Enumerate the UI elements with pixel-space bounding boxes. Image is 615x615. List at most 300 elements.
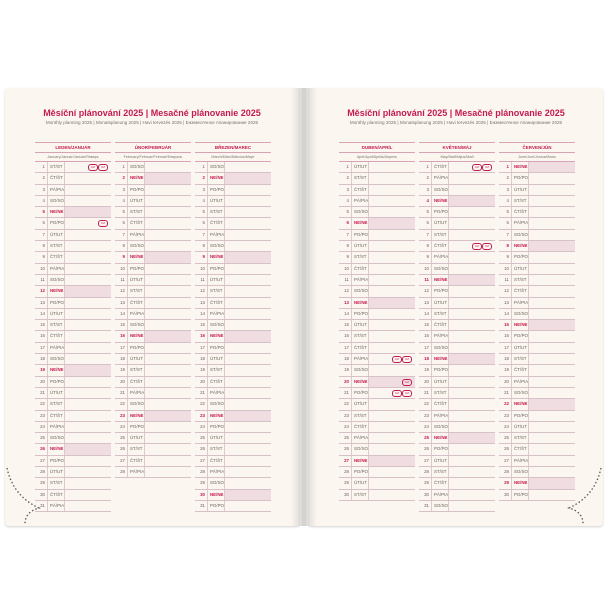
day-row[interactable] (115, 309, 191, 320)
day-row[interactable] (35, 185, 111, 196)
day-row[interactable] (419, 377, 495, 388)
day-row[interactable] (499, 422, 575, 433)
day-row[interactable] (195, 354, 271, 365)
day-note-cell[interactable] (224, 411, 271, 421)
day-row[interactable] (195, 185, 271, 196)
day-row[interactable] (499, 264, 575, 275)
day-row[interactable] (35, 343, 111, 354)
day-note-cell[interactable] (64, 230, 111, 240)
day-note-cell[interactable] (368, 320, 415, 330)
day-row[interactable] (195, 264, 271, 275)
day-note-cell[interactable] (368, 173, 415, 183)
day-row[interactable] (35, 501, 111, 512)
day-row[interactable] (419, 456, 495, 467)
day-note-cell[interactable] (144, 230, 191, 240)
day-row[interactable] (195, 444, 271, 455)
day-note-cell[interactable] (144, 331, 191, 341)
day-row[interactable] (339, 162, 415, 173)
day-row[interactable] (35, 433, 111, 444)
day-note-cell[interactable] (144, 411, 191, 421)
day-row[interactable] (339, 365, 415, 376)
day-note-cell[interactable] (528, 411, 575, 421)
day-row[interactable] (339, 252, 415, 263)
day-row[interactable] (35, 444, 111, 455)
day-row[interactable] (195, 365, 271, 376)
day-row[interactable] (419, 162, 495, 173)
day-note-cell[interactable] (528, 343, 575, 353)
day-note-cell[interactable] (528, 162, 575, 172)
day-row[interactable] (115, 185, 191, 196)
day-note-cell[interactable] (144, 365, 191, 375)
day-row[interactable] (339, 309, 415, 320)
day-note-cell[interactable] (64, 456, 111, 466)
day-row[interactable] (419, 298, 495, 309)
day-note-cell[interactable] (144, 218, 191, 228)
day-note-cell[interactable] (224, 343, 271, 353)
day-note-cell[interactable] (64, 196, 111, 206)
day-row[interactable] (339, 388, 415, 399)
day-row[interactable] (499, 298, 575, 309)
day-note-cell[interactable] (368, 354, 415, 364)
day-row[interactable] (35, 286, 111, 297)
day-row[interactable] (499, 354, 575, 365)
day-row[interactable] (499, 207, 575, 218)
day-note-cell[interactable] (224, 298, 271, 308)
day-row[interactable] (115, 456, 191, 467)
day-row[interactable] (195, 490, 271, 501)
day-note-cell[interactable] (64, 298, 111, 308)
day-note-cell[interactable] (144, 467, 191, 477)
day-row[interactable] (339, 456, 415, 467)
day-note-cell[interactable] (224, 377, 271, 387)
day-row[interactable] (419, 444, 495, 455)
day-row[interactable] (419, 433, 495, 444)
day-row[interactable] (35, 230, 111, 241)
day-row[interactable] (339, 264, 415, 275)
day-row[interactable] (195, 456, 271, 467)
day-note-cell[interactable] (144, 399, 191, 409)
day-row[interactable] (419, 218, 495, 229)
day-note-cell[interactable] (528, 309, 575, 319)
day-note-cell[interactable] (64, 490, 111, 500)
day-row[interactable] (339, 218, 415, 229)
day-note-cell[interactable] (448, 275, 495, 285)
day-row[interactable] (115, 196, 191, 207)
day-note-cell[interactable] (368, 207, 415, 217)
day-row[interactable] (419, 185, 495, 196)
day-note-cell[interactable] (368, 444, 415, 454)
day-note-cell[interactable] (144, 456, 191, 466)
day-note-cell[interactable] (448, 399, 495, 409)
day-row[interactable] (419, 411, 495, 422)
day-note-cell[interactable] (368, 456, 415, 466)
day-note-cell[interactable] (448, 478, 495, 488)
day-row[interactable] (195, 422, 271, 433)
day-row[interactable] (35, 365, 111, 376)
day-note-cell[interactable] (368, 411, 415, 421)
day-note-cell[interactable] (528, 399, 575, 409)
day-note-cell[interactable] (368, 196, 415, 206)
day-row[interactable] (419, 196, 495, 207)
day-note-cell[interactable] (224, 185, 271, 195)
day-row[interactable] (195, 343, 271, 354)
day-row[interactable] (35, 162, 111, 173)
day-note-cell[interactable] (368, 298, 415, 308)
day-row[interactable] (339, 207, 415, 218)
day-row[interactable] (195, 377, 271, 388)
day-note-cell[interactable] (224, 478, 271, 488)
day-row[interactable] (35, 309, 111, 320)
day-note-cell[interactable] (224, 422, 271, 432)
day-note-cell[interactable] (528, 354, 575, 364)
day-note-cell[interactable] (448, 456, 495, 466)
day-row[interactable] (419, 365, 495, 376)
day-row[interactable] (339, 444, 415, 455)
day-row[interactable] (35, 467, 111, 478)
day-row[interactable] (35, 241, 111, 252)
day-row[interactable] (195, 433, 271, 444)
day-note-cell[interactable] (64, 162, 111, 172)
day-note-cell[interactable] (144, 354, 191, 364)
day-note-cell[interactable] (64, 365, 111, 375)
day-row[interactable] (35, 275, 111, 286)
day-note-cell[interactable] (224, 218, 271, 228)
day-note-cell[interactable] (224, 467, 271, 477)
day-note-cell[interactable] (368, 309, 415, 319)
day-note-cell[interactable] (64, 422, 111, 432)
day-row[interactable] (339, 478, 415, 489)
day-row[interactable] (115, 173, 191, 184)
day-note-cell[interactable] (224, 365, 271, 375)
day-row[interactable] (115, 377, 191, 388)
day-row[interactable] (115, 286, 191, 297)
day-row[interactable] (419, 388, 495, 399)
day-note-cell[interactable] (224, 162, 271, 172)
day-note-cell[interactable] (448, 252, 495, 262)
day-note-cell[interactable] (448, 320, 495, 330)
day-note-cell[interactable] (224, 501, 271, 511)
day-note-cell[interactable] (64, 286, 111, 296)
day-note-cell[interactable] (448, 411, 495, 421)
day-row[interactable] (419, 490, 495, 501)
day-row[interactable] (35, 207, 111, 218)
day-note-cell[interactable] (144, 433, 191, 443)
day-row[interactable] (35, 252, 111, 263)
day-note-cell[interactable] (224, 207, 271, 217)
day-row[interactable] (339, 275, 415, 286)
day-row[interactable] (195, 331, 271, 342)
day-row[interactable] (339, 422, 415, 433)
day-note-cell[interactable] (144, 162, 191, 172)
day-note-cell[interactable] (528, 365, 575, 375)
day-note-cell[interactable] (448, 298, 495, 308)
day-row[interactable] (35, 411, 111, 422)
day-row[interactable] (419, 320, 495, 331)
day-note-cell[interactable] (64, 185, 111, 195)
day-row[interactable] (339, 230, 415, 241)
day-note-cell[interactable] (448, 467, 495, 477)
day-note-cell[interactable] (224, 286, 271, 296)
day-row[interactable] (419, 478, 495, 489)
day-note-cell[interactable] (368, 230, 415, 240)
day-note-cell[interactable] (528, 456, 575, 466)
day-note-cell[interactable] (64, 501, 111, 511)
day-note-cell[interactable] (64, 343, 111, 353)
day-note-cell[interactable] (224, 173, 271, 183)
day-note-cell[interactable] (368, 343, 415, 353)
day-row[interactable] (115, 264, 191, 275)
day-row[interactable] (115, 241, 191, 252)
day-row[interactable] (419, 422, 495, 433)
day-note-cell[interactable] (368, 331, 415, 341)
day-note-cell[interactable] (368, 252, 415, 262)
day-row[interactable] (499, 286, 575, 297)
day-note-cell[interactable] (64, 218, 111, 228)
day-note-cell[interactable] (64, 241, 111, 251)
day-note-cell[interactable] (448, 309, 495, 319)
day-row[interactable] (115, 365, 191, 376)
day-note-cell[interactable] (64, 411, 111, 421)
day-note-cell[interactable] (224, 309, 271, 319)
day-row[interactable] (419, 207, 495, 218)
day-row[interactable] (499, 230, 575, 241)
day-note-cell[interactable] (528, 230, 575, 240)
day-note-cell[interactable] (448, 433, 495, 443)
day-note-cell[interactable] (64, 207, 111, 217)
day-note-cell[interactable] (144, 275, 191, 285)
day-note-cell[interactable] (368, 490, 415, 500)
day-row[interactable] (35, 388, 111, 399)
day-row[interactable] (35, 478, 111, 489)
day-note-cell[interactable] (448, 218, 495, 228)
day-note-cell[interactable] (448, 388, 495, 398)
day-row[interactable] (115, 444, 191, 455)
day-note-cell[interactable] (368, 433, 415, 443)
day-row[interactable] (419, 501, 495, 512)
day-row[interactable] (35, 264, 111, 275)
day-row[interactable] (339, 286, 415, 297)
day-note-cell[interactable] (144, 185, 191, 195)
day-row[interactable] (115, 275, 191, 286)
day-note-cell[interactable] (64, 173, 111, 183)
day-note-cell[interactable] (528, 286, 575, 296)
day-note-cell[interactable] (368, 218, 415, 228)
day-note-cell[interactable] (368, 422, 415, 432)
day-row[interactable] (419, 309, 495, 320)
day-row[interactable] (35, 490, 111, 501)
day-row[interactable] (499, 399, 575, 410)
day-row[interactable] (195, 399, 271, 410)
day-note-cell[interactable] (528, 241, 575, 251)
day-note-cell[interactable] (528, 185, 575, 195)
day-note-cell[interactable] (528, 377, 575, 387)
day-row[interactable] (499, 162, 575, 173)
day-row[interactable] (115, 331, 191, 342)
day-row[interactable] (499, 343, 575, 354)
day-note-cell[interactable] (64, 264, 111, 274)
day-note-cell[interactable] (368, 365, 415, 375)
day-note-cell[interactable] (368, 467, 415, 477)
day-note-cell[interactable] (64, 252, 111, 262)
day-note-cell[interactable] (368, 286, 415, 296)
day-row[interactable] (339, 241, 415, 252)
day-row[interactable] (499, 411, 575, 422)
day-row[interactable] (339, 331, 415, 342)
day-row[interactable] (115, 320, 191, 331)
day-note-cell[interactable] (64, 275, 111, 285)
day-note-cell[interactable] (224, 399, 271, 409)
day-note-cell[interactable] (144, 320, 191, 330)
day-row[interactable] (499, 275, 575, 286)
day-note-cell[interactable] (528, 433, 575, 443)
day-note-cell[interactable] (368, 388, 415, 398)
day-row[interactable] (499, 444, 575, 455)
day-row[interactable] (35, 298, 111, 309)
day-row[interactable] (35, 218, 111, 229)
day-note-cell[interactable] (224, 354, 271, 364)
day-note-cell[interactable] (448, 365, 495, 375)
day-note-cell[interactable] (368, 478, 415, 488)
day-note-cell[interactable] (144, 173, 191, 183)
day-row[interactable] (339, 399, 415, 410)
day-row[interactable] (195, 196, 271, 207)
day-row[interactable] (115, 388, 191, 399)
day-note-cell[interactable] (64, 309, 111, 319)
day-note-cell[interactable] (448, 422, 495, 432)
day-note-cell[interactable] (224, 331, 271, 341)
day-note-cell[interactable] (224, 252, 271, 262)
day-row[interactable] (195, 252, 271, 263)
day-note-cell[interactable] (224, 275, 271, 285)
day-row[interactable] (115, 343, 191, 354)
day-row[interactable] (499, 196, 575, 207)
day-note-cell[interactable] (64, 377, 111, 387)
day-row[interactable] (339, 354, 415, 365)
day-row[interactable] (115, 411, 191, 422)
day-note-cell[interactable] (144, 241, 191, 251)
day-note-cell[interactable] (448, 331, 495, 341)
day-row[interactable] (499, 365, 575, 376)
day-note-cell[interactable] (368, 399, 415, 409)
day-note-cell[interactable] (528, 320, 575, 330)
day-row[interactable] (195, 320, 271, 331)
day-row[interactable] (339, 467, 415, 478)
day-row[interactable] (195, 286, 271, 297)
day-row[interactable] (419, 399, 495, 410)
day-row[interactable] (115, 298, 191, 309)
day-row[interactable] (339, 490, 415, 501)
day-note-cell[interactable] (448, 173, 495, 183)
day-row[interactable] (35, 196, 111, 207)
day-note-cell[interactable] (368, 241, 415, 251)
day-row[interactable] (115, 354, 191, 365)
day-row[interactable] (499, 388, 575, 399)
day-note-cell[interactable] (224, 433, 271, 443)
day-row[interactable] (195, 173, 271, 184)
day-row[interactable] (339, 377, 415, 388)
day-row[interactable] (419, 275, 495, 286)
day-note-cell[interactable] (144, 264, 191, 274)
day-row[interactable] (419, 354, 495, 365)
day-note-cell[interactable] (144, 377, 191, 387)
day-note-cell[interactable] (368, 185, 415, 195)
day-note-cell[interactable] (224, 264, 271, 274)
day-note-cell[interactable] (144, 207, 191, 217)
day-note-cell[interactable] (448, 162, 495, 172)
day-note-cell[interactable] (448, 196, 495, 206)
day-row[interactable] (195, 411, 271, 422)
day-row[interactable] (35, 377, 111, 388)
day-row[interactable] (499, 241, 575, 252)
day-note-cell[interactable] (528, 207, 575, 217)
day-row[interactable] (195, 298, 271, 309)
day-row[interactable] (195, 162, 271, 173)
day-row[interactable] (339, 185, 415, 196)
day-row[interactable] (115, 230, 191, 241)
day-note-cell[interactable] (448, 286, 495, 296)
day-row[interactable] (115, 162, 191, 173)
day-note-cell[interactable] (528, 444, 575, 454)
day-row[interactable] (499, 309, 575, 320)
day-note-cell[interactable] (528, 264, 575, 274)
day-note-cell[interactable] (448, 490, 495, 500)
day-note-cell[interactable] (64, 433, 111, 443)
day-row[interactable] (419, 331, 495, 342)
day-row[interactable] (499, 218, 575, 229)
day-row[interactable] (419, 264, 495, 275)
day-row[interactable] (115, 433, 191, 444)
day-row[interactable] (195, 241, 271, 252)
day-note-cell[interactable] (64, 354, 111, 364)
day-note-cell[interactable] (448, 444, 495, 454)
day-note-cell[interactable] (144, 444, 191, 454)
day-row[interactable] (195, 218, 271, 229)
day-note-cell[interactable] (144, 388, 191, 398)
day-note-cell[interactable] (448, 264, 495, 274)
day-row[interactable] (339, 343, 415, 354)
day-note-cell[interactable] (64, 320, 111, 330)
day-row[interactable] (195, 309, 271, 320)
day-row[interactable] (339, 411, 415, 422)
day-note-cell[interactable] (528, 298, 575, 308)
day-note-cell[interactable] (448, 207, 495, 217)
day-note-cell[interactable] (224, 230, 271, 240)
day-note-cell[interactable] (448, 241, 495, 251)
day-note-cell[interactable] (528, 218, 575, 228)
day-row[interactable] (195, 207, 271, 218)
day-row[interactable] (499, 331, 575, 342)
day-note-cell[interactable] (368, 275, 415, 285)
day-row[interactable] (499, 377, 575, 388)
day-row[interactable] (195, 467, 271, 478)
day-row[interactable] (339, 173, 415, 184)
day-row[interactable] (499, 185, 575, 196)
day-note-cell[interactable] (224, 456, 271, 466)
day-note-cell[interactable] (144, 298, 191, 308)
day-row[interactable] (195, 478, 271, 489)
day-note-cell[interactable] (448, 354, 495, 364)
day-row[interactable] (339, 196, 415, 207)
day-row[interactable] (35, 422, 111, 433)
day-row[interactable] (115, 218, 191, 229)
day-note-cell[interactable] (64, 467, 111, 477)
day-note-cell[interactable] (528, 275, 575, 285)
day-note-cell[interactable] (448, 230, 495, 240)
day-note-cell[interactable] (224, 320, 271, 330)
day-note-cell[interactable] (144, 252, 191, 262)
day-row[interactable] (419, 241, 495, 252)
day-row[interactable] (419, 467, 495, 478)
